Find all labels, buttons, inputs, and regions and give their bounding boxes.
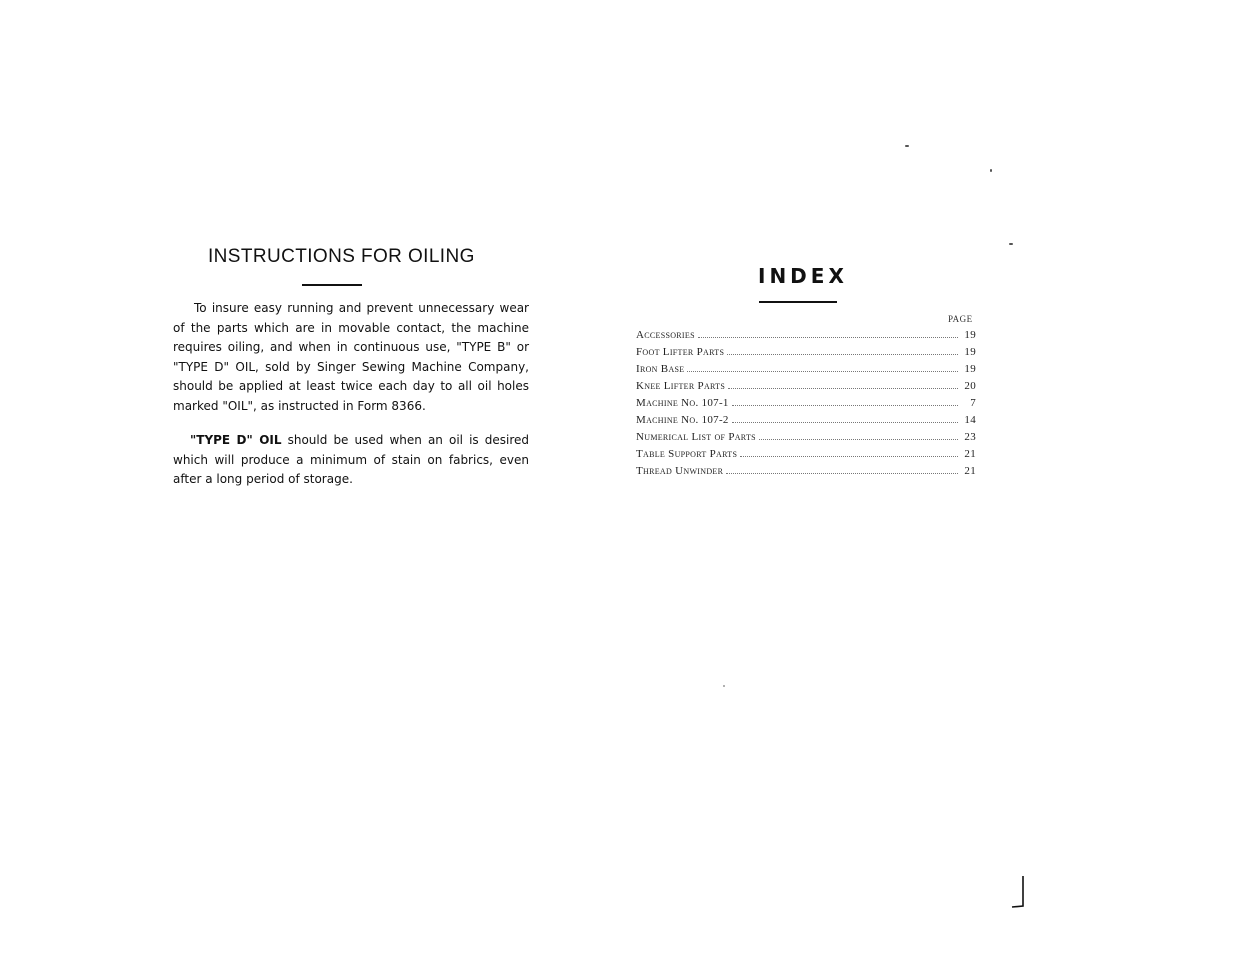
dot-leader: [728, 388, 958, 389]
index-underline: [759, 301, 837, 303]
dot-leader: [727, 354, 958, 355]
index-entry-label: Accessories: [636, 329, 695, 341]
dot-leader: [732, 405, 958, 406]
index-entry-page: 20: [964, 380, 976, 392]
index-entry-label: Table Support Parts: [636, 448, 738, 460]
index-entry-label: Thread Unwinder: [636, 465, 724, 477]
index-entry: [636, 380, 976, 397]
index-entry-page: 19: [964, 363, 976, 375]
index-entry-page: 21: [964, 448, 976, 460]
index-entry-page: 21: [964, 465, 976, 477]
scan-speck: [1009, 243, 1013, 245]
dot-leader: [687, 371, 958, 372]
index-entry-page: 7: [970, 397, 976, 409]
index-entry-label: Knee Lifter Parts: [636, 380, 726, 392]
index-entry: [636, 329, 976, 346]
dot-leader: [698, 337, 958, 338]
index-entry-page: 14: [964, 414, 976, 426]
page-column-label: PAGE: [948, 314, 973, 324]
oiling-paragraph-2: [173, 431, 529, 490]
scan-speck: [990, 169, 992, 172]
dot-leader: [740, 456, 958, 457]
index-entry-page: 19: [964, 329, 976, 341]
dot-leader: [732, 422, 958, 423]
dot-leader: [759, 439, 958, 440]
index-entry-label: Machine No. 107-1: [636, 397, 729, 409]
oil-type-emphasis: "TYPE D" OIL: [190, 433, 282, 447]
index-entry-label: Foot Lifter Parts: [636, 346, 725, 358]
index-entry: [636, 431, 976, 448]
index-entry-label: Numerical List of Parts: [636, 431, 756, 443]
dot-leader: [726, 473, 958, 474]
index-entry: [636, 363, 976, 380]
left-page: [0, 0, 617, 954]
index-entry-page: 23: [964, 431, 976, 443]
index-entry: [636, 397, 976, 414]
index-title: INDEX: [758, 264, 848, 288]
oiling-title: INSTRUCTIONS FOR OILING: [208, 246, 475, 267]
index-entry: [636, 346, 976, 363]
index-entry: [636, 448, 976, 465]
title-underline: [302, 284, 362, 286]
index-list: [636, 329, 976, 482]
scan-speck: [723, 685, 725, 687]
oiling-paragraph-1: To insure easy running and prevent unnecessary wear of the parts which are in movable contact, the machine requires oiling, and when in continuous use, "TYPE B" or "TYPE D" OIL, sold by Singer Sewing Machine Company, should be applied at least twice each day to all oil holes marked "OIL", as instructed in Form 8366.: [173, 301, 529, 413]
oiling-paragraph-2-text: should be used when an oil is desired which will produce a minimum of stain on fabrics, even after a long period of storage.: [173, 433, 529, 486]
index-entry: [636, 414, 976, 431]
scan-corner-mark: [1010, 876, 1026, 910]
index-entry: [636, 465, 976, 482]
index-entry-label: Iron Base: [636, 363, 685, 375]
index-entry-page: 19: [964, 346, 976, 358]
right-page: [617, 0, 1235, 954]
index-entry-label: Machine No. 107-2: [636, 414, 729, 426]
scan-speck: [905, 145, 909, 147]
